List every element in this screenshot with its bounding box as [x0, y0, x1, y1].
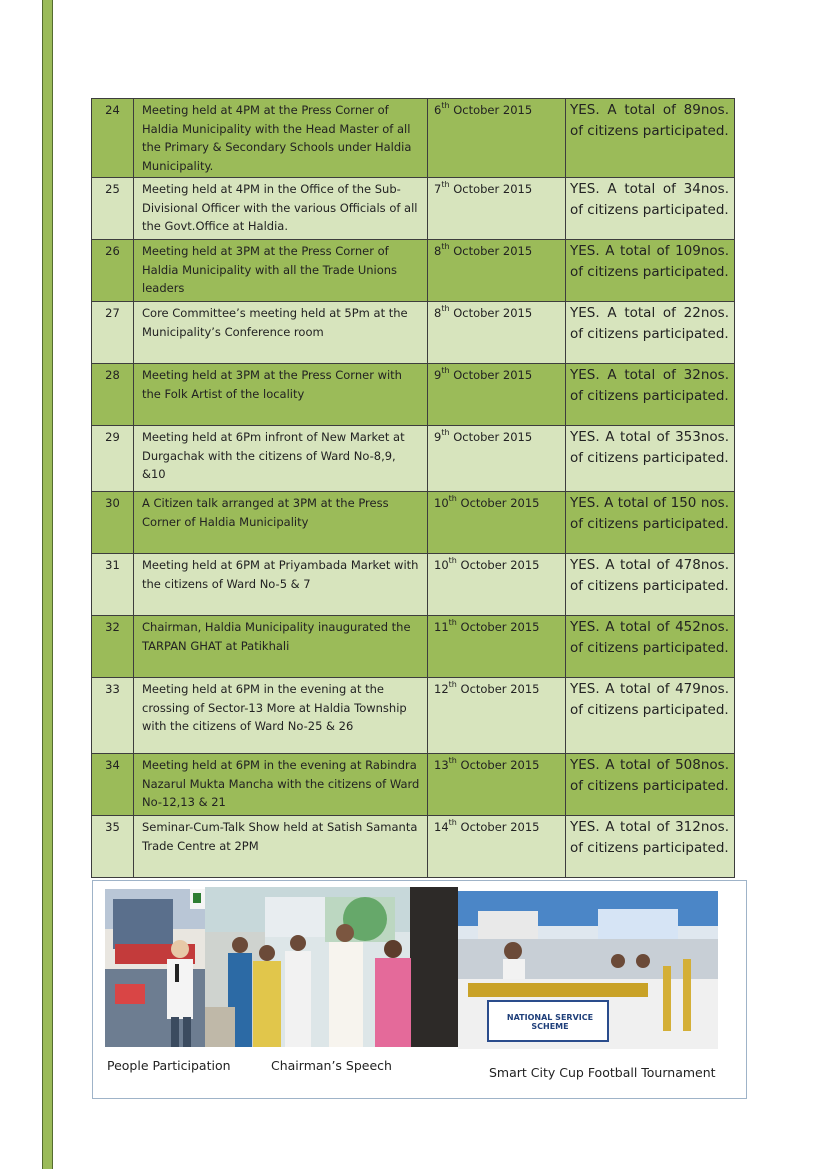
participation-status: YES. A total of 34nos. of citizens participated. — [566, 178, 735, 240]
table-row — [92, 178, 735, 240]
row-number: 34 — [92, 754, 134, 816]
event-description: Meeting held at 6PM in the evening at the crossing of Sector-13 More at Haldia Township with the citizens of Ward No-25 & 26 — [134, 678, 428, 754]
event-date: 10th October 2015 — [428, 492, 566, 554]
event-date: 12th October 2015 — [428, 678, 566, 754]
row-number: 24 — [92, 99, 134, 178]
photo-caption-football-tournament: Smart City Cup Football Tournament — [489, 1065, 716, 1080]
participation-status: YES. A total of 109nos. of citizens participated. — [566, 240, 735, 302]
event-date: 8th October 2015 — [428, 240, 566, 302]
table-row — [92, 678, 735, 754]
event-description: Core Committee’s meeting held at 5Pm at the Municipality’s Conference room — [134, 302, 428, 364]
event-description: A Citizen talk arranged at 3PM at the Press Corner of Haldia Municipality — [134, 492, 428, 554]
event-date: 9th October 2015 — [428, 426, 566, 492]
football-tournament-photo — [458, 891, 718, 1049]
photo-caption-people-participation: People Participation — [107, 1058, 231, 1073]
event-description: Meeting held at 4PM at the Press Corner of Haldia Municipality with the Head Master of all the Primary & Secondary Schools under Haldia Municipality. — [134, 99, 428, 178]
page-side-bar — [42, 0, 53, 1169]
table-row — [92, 492, 735, 554]
events-table — [91, 98, 735, 878]
table-row — [92, 426, 735, 492]
row-number: 33 — [92, 678, 134, 754]
participation-status: YES. A total of 353nos. of citizens participated. — [566, 426, 735, 492]
event-date: 8th October 2015 — [428, 302, 566, 364]
event-description: Meeting held at 4PM in the Office of the Sub-Divisional Officer with the various Officials of all the Govt.Office at Haldia. — [134, 178, 428, 240]
event-date: 14th October 2015 — [428, 816, 566, 878]
participation-status: YES. A total of 32nos. of citizens participated. — [566, 364, 735, 426]
national-service-scheme-banner: NATIONAL SERVICE SCHEME — [506, 1013, 594, 1031]
event-date: 7th October 2015 — [428, 178, 566, 240]
event-description: Meeting held at 6PM at Priyambada Market with the citizens of Ward No-5 & 7 — [134, 554, 428, 616]
participation-status: YES. A total of 22nos. of citizens participated. — [566, 302, 735, 364]
row-number: 26 — [92, 240, 134, 302]
event-description: Chairman, Haldia Municipality inaugurated the TARPAN GHAT at Patikhali — [134, 616, 428, 678]
event-date: 6th October 2015 — [428, 99, 566, 178]
participation-status: YES. A total of 89nos. of citizens participated. — [566, 99, 735, 178]
table-row — [92, 364, 735, 426]
event-description: Meeting held at 6Pm infront of New Market at Durgachak with the citizens of Ward No-8,9, &10 — [134, 426, 428, 492]
table-row — [92, 240, 735, 302]
event-description: Meeting held at 3PM at the Press Corner with the Folk Artist of the locality — [134, 364, 428, 426]
row-number: 28 — [92, 364, 134, 426]
participation-status: YES. A total of 479nos. of citizens participated. — [566, 678, 735, 754]
table-row — [92, 302, 735, 364]
table-row — [92, 616, 735, 678]
event-description: Meeting held at 3PM at the Press Corner of Haldia Municipality with all the Trade Unions leaders — [134, 240, 428, 302]
table-row — [92, 816, 735, 878]
participation-status: YES. A total of 150 nos. of citizens participated. — [566, 492, 735, 554]
participation-status: YES. A total of 478nos. of citizens participated. — [566, 554, 735, 616]
row-number: 35 — [92, 816, 134, 878]
event-description: Seminar-Cum-Talk Show held at Satish Samanta Trade Centre at 2PM — [134, 816, 428, 878]
row-number: 27 — [92, 302, 134, 364]
table-row — [92, 554, 735, 616]
table-row — [92, 99, 735, 178]
row-number: 30 — [92, 492, 134, 554]
event-date: 10th October 2015 — [428, 554, 566, 616]
row-number: 29 — [92, 426, 134, 492]
participation-status: YES. A total of 312nos. of citizens participated. — [566, 816, 735, 878]
row-number: 31 — [92, 554, 134, 616]
row-number: 32 — [92, 616, 134, 678]
participation-status: YES. A total of 508nos. of citizens participated. — [566, 754, 735, 816]
chairman-speech-photo — [205, 887, 458, 1047]
photo-collage — [92, 880, 747, 1099]
people-participation-photo — [105, 889, 205, 1047]
row-number: 25 — [92, 178, 134, 240]
photo-caption-chairman-speech: Chairman’s Speech — [271, 1058, 392, 1073]
participation-status: YES. A total of 452nos. of citizens participated. — [566, 616, 735, 678]
event-description: Meeting held at 6PM in the evening at Rabindra Nazarul Mukta Mancha with the citizens of Ward No-12,13 & 21 — [134, 754, 428, 816]
event-date: 9th October 2015 — [428, 364, 566, 426]
table-row — [92, 754, 735, 816]
event-date: 11th October 2015 — [428, 616, 566, 678]
event-date: 13th October 2015 — [428, 754, 566, 816]
